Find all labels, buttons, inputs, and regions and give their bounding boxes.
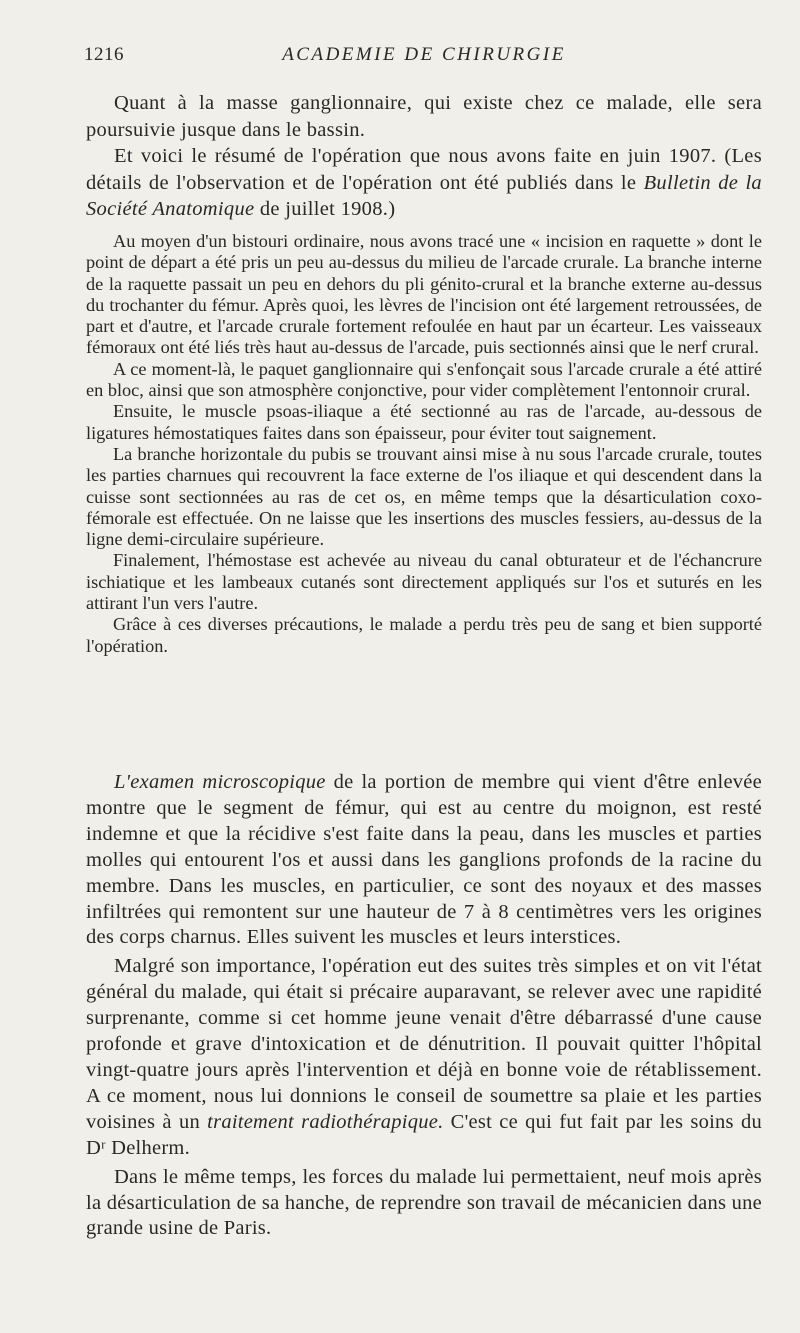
radiotherapy-treatment: traitement radiothérapique. <box>207 1110 444 1133</box>
results-section <box>86 770 762 1242</box>
intro-section <box>86 90 762 223</box>
paragraph-psoas: Ensuite, le muscle psoas-iliaque a été sectionné au ras de l'arcade, au-dessous de ligatures hémostatiques faites dans son épaisseur, pour éviter tout saignement. <box>86 401 762 443</box>
paragraph-blood-loss: Grâce à ces diverses précautions, le malade a perdu très peu de sang et bien supporté l'opération. <box>86 614 762 656</box>
paragraph-hemostasis: Finalement, l'hémostase est achevée au niveau du canal obturateur et de l'échancrure ischiatique et les lambeaux cutanés sont directement appliqués sur l'os et suturés en les attirant l'un vers l'autre. <box>86 550 762 614</box>
paragraph-ganglionic-packet: A ce moment-là, le paquet ganglionnaire qui s'enfonçait sous l'arcade crurale a été attiré en bloc, ainsi que son atmosphère conjonctive, pour vider complètement l'entonnoir crural. <box>86 358 762 401</box>
microscopic-exam-text: de la portion de membre qui vient d'être enlevée montre que le segment de fémur, qui est au centre du moignon, est resté indemne et que la récidive s'est faite dans la peau, dans les muscles et parties molles qui entourent l'os et aussi dans les ganglions profonds de la racine du membre. Dans les muscles, en particulier, ce sont des noyaux et des masses infiltrées qui remontent sur une hauteur de 7 à 8 centimètres vers les origines des corps charnus. Elles suivent les muscles et leurs interstices. <box>86 771 762 949</box>
paragraph-operation-summary <box>86 143 762 223</box>
page-number: 1216 <box>84 44 124 65</box>
running-title: ACADEMIE DE CHIRURGIE <box>282 44 566 65</box>
paragraph-return-to-work: Dans le même temps, les forces du malade lui permettaient, neuf mois après la désarticulation de sa hanche, de reprendre son travail de mécanicien dans une grande usine de Paris. <box>86 1165 762 1240</box>
summary-text: Et voici le résumé de l'opération que nous avons faite en juin 1907. (Les détails de l'observation et de l'opération ont été publiés dans le <box>86 145 762 194</box>
recovery-text: Malgré son importance, l'opération eut des suites très simples et on vit l'état général du malade, qui était si précaire auparavant, se relever avec une rapidité surprenante, comme si cet homme jeune venait d'être débarrassé d'une cause profonde et grave d'intoxication et de dénutrition. Il pouvait quitter l'hôpital vingt-quatre jours après l'intervention et déjà en bonne voie de rétablissement. A ce moment, nous lui donnions le conseil de soumettre sa plaie et les parties voisines à un <box>86 955 762 1133</box>
summary-date: de juillet 1908.) <box>254 198 396 220</box>
microscopic-exam-lead: L'examen microscopique <box>114 771 326 793</box>
paragraph-ganglionic-mass: Quant à la masse ganglionnaire, qui existe chez ce malade, elle sera poursuivie jusque dans le bassin. <box>86 92 762 141</box>
paragraph-pubis: La branche horizontale du pubis se trouvant ainsi mise à nu sous l'arcade crurale, toutes les parties charnues qui recouvrent la face externe de l'os iliaque et qui descendent dans la cuisse sont sectionnées au ras de cet os, en même temps que la désarticulation coxo-fémorale est effectuée. On ne laisse que les insertions des muscles fessiers, au-dessus de la ligne demi-circulaire supérieure. <box>86 443 762 550</box>
paragraph-incision: Au moyen d'un bistouri ordinaire, nous avons tracé une « incision en raquette » dont le point de départ a été pris un peu au-dessus du milieu de l'arcade crurale. La branche interne de la raquette passait un peu en dehors du pli génito-crural et la branche externe au-dessus du trochanter du fémur. Après quoi, les lèvres de l'incision ont été largement retroussées, de part et d'autre, et l'arcade crurale fortement refoulée en haut par un écarteur. Les vaisseaux fémoraux ont été liés très haut au-dessus de l'arcade, puis sectionnés ainsi que le nerf crural. <box>86 231 762 358</box>
operation-description <box>86 231 762 657</box>
journal-title: Bulletin de la Société Anatomique <box>86 171 762 220</box>
paragraph-recovery <box>86 954 762 1161</box>
page-header <box>84 44 764 70</box>
paragraph-microscopic-exam <box>86 770 762 951</box>
recovery-end: C'est ce qui fut fait par les soins du Dʳ Delherm. <box>86 1110 762 1159</box>
